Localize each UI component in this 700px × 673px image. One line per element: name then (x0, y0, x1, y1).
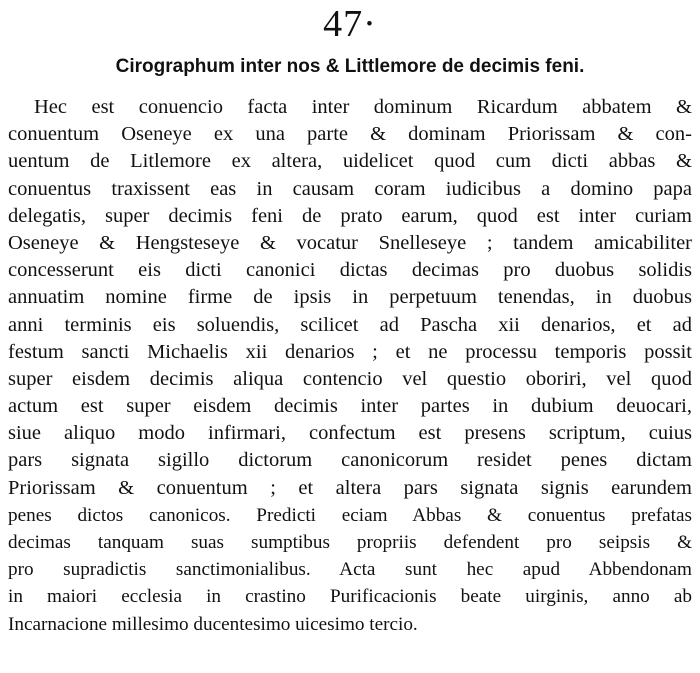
body-line: penes dictos canonicos. Predicti eciam Abbas & conuentus prefatas (8, 504, 692, 526)
body-line: anni terminis eis soluendis, scilicet ad Pascha xii denarios, et ad (8, 313, 692, 336)
document-number: 47· (323, 3, 377, 45)
body-line: in maiori ecclesia in crastino Purificacionis beate uirginis, anno ab (8, 586, 692, 608)
body-line: actum est super eisdem decimis inter partes in dubium deuocari, (8, 395, 692, 418)
body-line: delegatis, super decimis feni de prato earum, quod est inter curiam (8, 204, 692, 227)
body-line: conuentus traxissent eas in causam coram iudicibus a domino papa (8, 177, 692, 200)
body-line: uentum de Litlemore ex altera, uidelicet quod cum dicti abbas & (8, 150, 692, 173)
body-line: siue aliquo modo infirmari, confectum est presens scriptum, cuius (8, 422, 692, 445)
body-line: Oseneye & Hengsteseye & vocatur Snelleseye ; tandem amicabiliter (8, 231, 692, 254)
body-line: festum sancti Michaelis xii denarios ; et ne processu temporis possit (8, 340, 692, 363)
body-line: annuatim nomine firme de ipsis in perpetuum tenendas, in duobus (8, 286, 692, 309)
body-line: super eisdem decimis aliqua contencio vel questio oboriri, vel quod (8, 367, 692, 390)
body-line: pars signata sigillo dictorum canonicorum residet penes dictam (8, 449, 692, 472)
body-line: Hec est conuencio facta inter dominum Ricardum abbatem & (34, 96, 692, 118)
document-title: Cirographum inter nos & Littlemore de decimis feni. (115, 56, 585, 77)
document-body (8, 94, 692, 638)
body-line: Incarnacione millesimo ducentesimo uicesimo tercio. (8, 613, 418, 635)
body-line: decimas tanquam suas sumptibus propriis defendent pro seipsis & (8, 532, 692, 553)
body-line: pro supradictis sanctimonialibus. Acta sunt hec apud Abbendonam (8, 559, 692, 581)
body-line: concesserunt eis dicti canonici dictas decimas pro duobus solidis (8, 259, 692, 282)
body-line: Priorissam & conuentum ; et altera pars signata signis earundem (8, 476, 692, 499)
body-line: conuentum Oseneye ex una parte & dominam Priorissam & con- (8, 123, 692, 146)
